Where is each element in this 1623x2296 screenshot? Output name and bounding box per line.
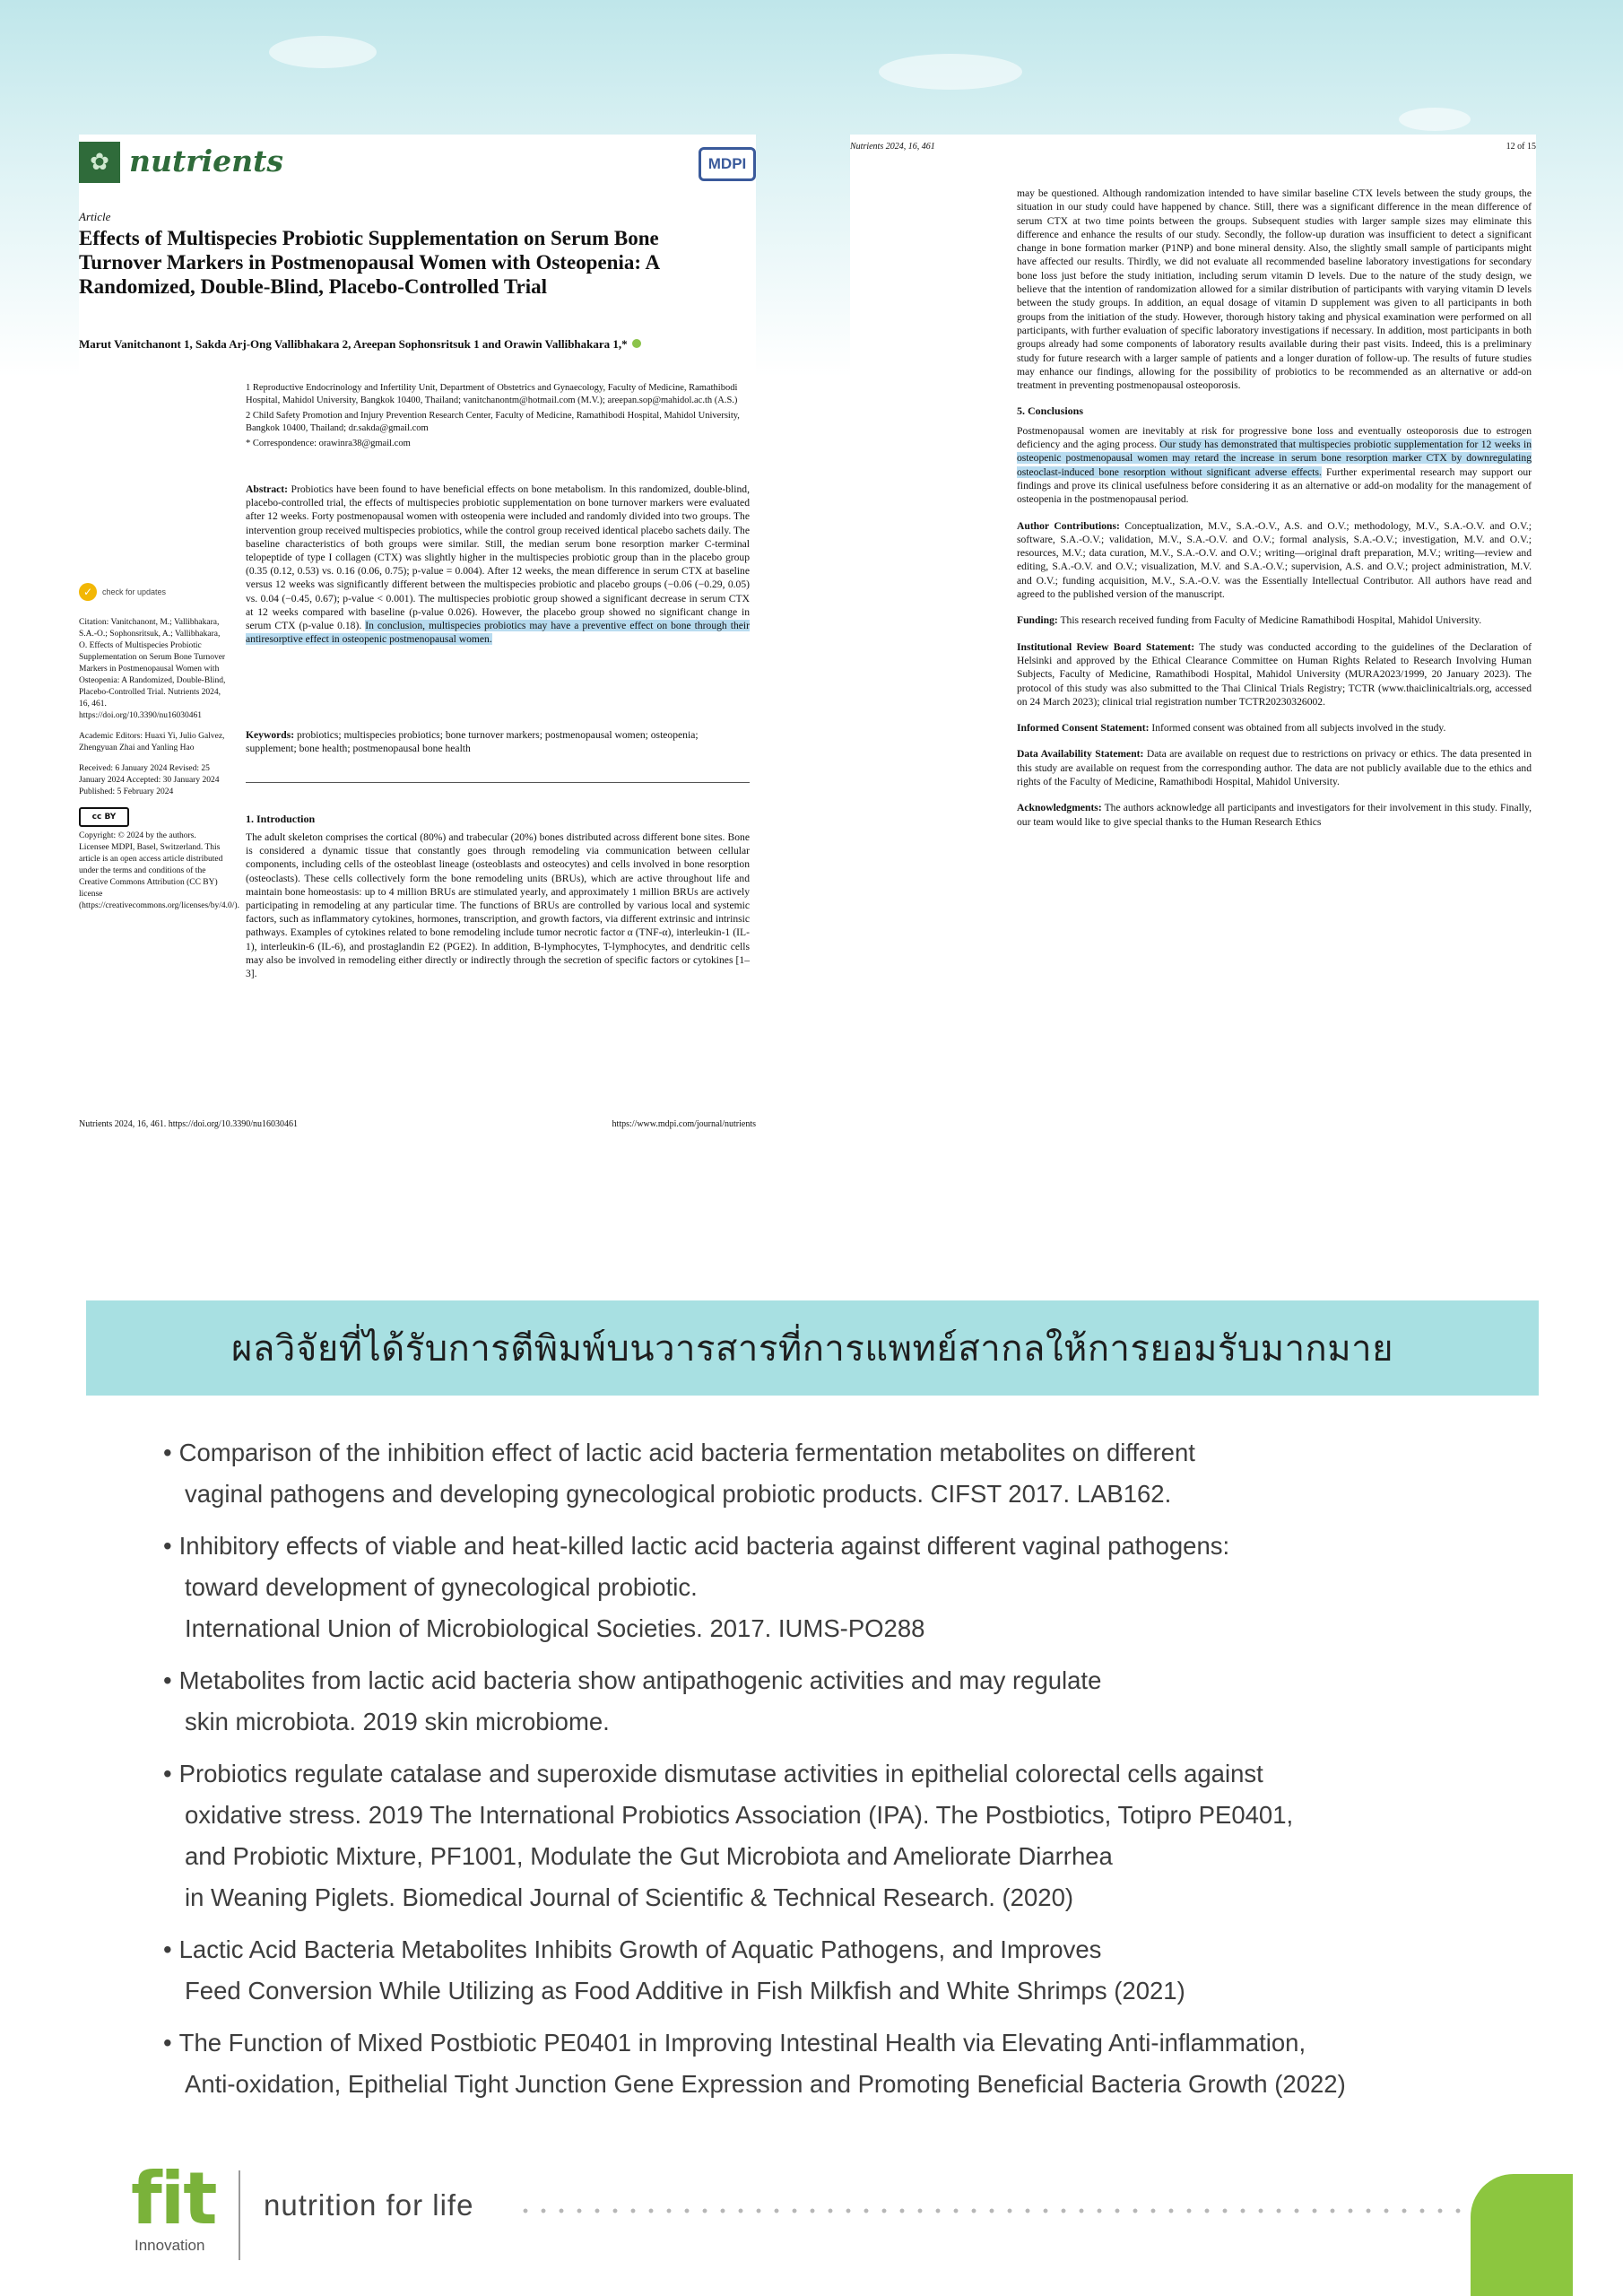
author-contributions [1017,519,1532,602]
acknowledgments [1017,801,1532,829]
abstract-text: Probiotics have been found to have beneficial effects on bone metabolism. In this randomized, double-blind, placebo-controlled trial, the effects of multispecies probiotic supplementation on bone turnover markers were evaluated after 12 weeks. Forty postmenopausal women with osteopenia were included and randomly divided into two groups. The intervention group received multispecies probiotics, while the control group received identical placebo sachets daily. The baseline characteristics of both groups were similar. Still, the median serum bone resorption marker C-terminal telopeptide of type I collagen (CTX) was slightly higher in the multispecies probiotic group than in the placebo group (0.35 (0.12, 0.53) vs. 0.16 (0.06, 0.75); p-value = 0.004). After 12 weeks, the mean difference in serum CTX at baseline versus 12 weeks was significantly different between the multispecies probiotic and placebo groups (−0.06 (−0.29, 0.05) vs. 0.04 (−0.45, 0.67); p-value < 0.001). The multispecies probiotic group showed a significant decrease in serum CTX at 12 weeks compared with baseline (p-value 0.026). However, the placebo group showed no significant change in serum CTX (p-value 0.18). [246,483,750,632]
introduction-text: The adult skeleton comprises the cortical (80%) and trabecular (20%) bones distributed across different bone sites. Bone is considered a dynamic tissue that constantly goes through remodeling via communication between cellular components, including cells of the osteoblast lineage (osteoblasts and osteocytes) and cells involved in bone resorption (osteoclasts). These cells collectively form the bone remodeling units (BRUs), which are active throughout life and maintain bone homeostasis: up to 4 million BRUs are stimulated yearly, and approximately 1 million BRUs are actively participating in remodeling at any particular time. The functions of BRUs are controlled by various local and systemic factors, such as inflammatory cytokines, hormones, transcription, and growth factors, via different extrinsic and intrinsic pathways. Examples of cytokines related to bone remodeling include tumor necrotic factor α (TNF-α), interleukin-1 (IL-1), interleukin-6 (IL-6), and prostaglandin E2 (PGE2). In addition, B-lymphocytes, T-lymphocytes, and dendritic cells may also be involved in remodeling either directly or indirectly through the secretion of specific factors or cytokines [1–3]. [246,831,750,980]
green-corner-shape [1471,2174,1573,2296]
list-item [163,1526,1472,1649]
brand-divider [239,2170,240,2260]
journal-logo-icon: ✿ [79,142,120,183]
abstract-highlight: In conclusion, multispecies probiotics may have a preventive effect on bone through their antiresorptive effect in osteopenic postmenopausal women. [246,620,750,646]
article-sidebar [79,583,239,921]
affiliation-item: 1 Reproductive Endocrinology and Infertility Unit, Department of Obstetrics and Gynaecology, Faculty of Medicine, Ramathibodi Hospital, Mahidol University, Bangkok 10400, Thailand; vanitchanontm@hotmail.com (M.V.); areepan.sop@mahidol.ac.th (A.S.) [246,383,738,405]
abstract-label: Abstract: [246,483,289,495]
running-head: Nutrients 2024, 16, 461 [850,142,935,152]
footer-url: https://www.mdpi.com/journal/nutrients [612,1119,756,1129]
orcid-icon [632,339,641,348]
ack-label: Acknowledgments: [1017,802,1102,814]
publication-line: Anti-oxidation, Epithelial Tight Junction Gene Expression and Promoting Beneficial Bacteria Growth (2022) [185,2070,1346,2098]
contrib-label: Author Contributions: [1017,519,1120,532]
conclusions-highlight: Our study has demonstrated that multispecies probiotic supplementation for 12 weeks in osteopenic postmenopausal women may retard the increase in serum bone resorption marker CTX by downregulating osteoclast-induced bone resorption without significant adverse effects. [1017,439,1532,478]
footer-doi: Nutrients 2024, 16, 461. https://doi.org/10.3390/nu16030461 [79,1119,298,1129]
citation-text: Citation: Vanitchanont, M.; Vallibhakara, S.A.-O.; Sophonsritsuk, A.; Vallibhakara, O. Effects of Multispecies Probiotic Supplementation on Serum Bone Turnover Markers in Postmenopausal Women with Osteopenia: A Randomized, Double-Blind, Placebo-Controlled Trial. Nutrients 2024, 16, 461. https://doi.org/10.3390/nu16030461 [79,618,226,720]
publication-line: • The Function of Mixed Postbiotic PE0401 in Improving Intestinal Health via Elevating Anti-inflammation, [163,2022,1472,2064]
author-names: Marut Vanitchanont 1, Sakda Arj-Ong Vallibhakara 2, Areepan Sophonsritsuk 1 and Orawin Vallibhakara 1,* [79,337,628,351]
keywords-text: probiotics; multispecies probiotics; bone turnover markers; postmenopausal women; osteopenia; supplement; bone health; postmenopausal bone health [246,729,699,755]
publication-line: International Union of Microbiological Societies. 2017. IUMS-PO288 [185,1614,925,1642]
abstract [246,483,750,646]
dotted-line [516,2208,1485,2213]
introduction-heading: 1. Introduction [246,813,316,825]
funding-text: This research received funding from Faculty of Medicine Ramathibodi Hospital, Mahidol University. [1057,614,1482,627]
copyright-text: Copyright: © 2024 by the authors. Licensee MDPI, Basel, Switzerland. This article is an open access article distributed under the terms and conditions of the Creative Commons Attribution (CC BY) license (https://creativecommons.org/licenses/by/4.0/). [79,831,239,910]
article-title: Effects of Multispecies Probiotic Supplementation on Serum Bone Turnover Markers in Postmenopausal Women with Osteopenia: A Randomized, Double-Blind, Placebo-Controlled Trial [79,227,659,298]
paper-body [1017,187,1532,841]
contrib-text: Conceptualization, M.V., S.A.-O.V., A.S. and O.V.; methodology, M.V., S.A.-O.V. and O.V.; software, S.A.-O.V.; validation, M.V., S.A.-O.V. and O.V.; formal analysis, S.A.-O.V.; investigation, M.V. and O.V.; resources, M.V.; data curation, M.V., S.A.-O.V. and O.V.; writing—original draft preparation, M.V.; writing—review and editing, S.A.-O.V. and O.V.; visualization, M.V. and S.A.-O.V.; supervision, A.S. and O.V.; project administration, M.V. and O.V.; funding acquisition, M.V., S.A.-O.V. was the Essentially Intellectual Contributor. All authors have read and agreed to the published version of the manuscript. [1017,519,1532,601]
check-updates-icon: ✓ [79,583,97,601]
limitations-paragraph: may be questioned. Although randomization intended to have similar baseline CTX levels between the study groups, the situation in our study could have happened by chance. Still, there was a significant difference in the mean difference of serum CTX at two time points between the groups. Subsequent studies with larger sample sizes may eliminate this difference and enhance the results of our study. Secondly, the follow-up duration was insufficient to detect a significant change in bone formation marker (P1NP) and bone mineral density. Also, the slightly small sample of participants might have affected our results. Thirdly, we did not evaluate all recommended baseline laboratory investigations for secondary bone loss just before the study initiation, including serum vitamin D levels. Due to the nature of the study design, we believe that the intention of randomization allowed for a similar distribution of participants with varying vitamin D levels between the study groups. In addition, an equal dosage of vitamin D supplement was given to all participants in both groups from the initiation of the study. However, thorough history taking and physical examination were performed on all participants, with further evaluation of specific laboratory investigations if necessary. In addition, most participants in both groups already had some components of laboratory results available during their past visits. Indeed, this is a preliminary study for future research with a larger sample of patients and a longer duration of follow-up. The results of future studies may enhance our findings, allowing for the possibility of probiotics to be recommended as an alternative or add-on treatment in preventing postmenopausal osteoporosis. [1017,187,1532,392]
page-number: 12 of 15 [1506,142,1536,152]
conclusions-heading: 5. Conclusions [1017,404,1084,418]
conclusions-outro: Further experimental research may support our findings and prove its clinical usefulness before considering it as an alternative or add-on modality for the management of osteopenia in the postmenopausal period. [1017,465,1532,506]
check-updates-label: check for updates [102,587,167,596]
brand-tagline: nutrition for life [264,2188,474,2222]
publication-line: • Inhibitory effects of viable and heat-killed lactic acid bacteria against different vaginal pathogens: [163,1526,1472,1567]
publisher-logo: MDPI [699,147,756,181]
journal-name: nutrients [129,144,283,178]
paper-conclusion-page [850,135,1536,1103]
affiliation-item: 2 Child Safety Promotion and Injury Prevention Research Center, Faculty of Medicine, Ramathibodi Hospital, Mahidol University, Bangkok 10400, Thailand; dr.sakda@gmail.com [246,411,740,433]
keywords [246,728,750,755]
brand-footer [131,2157,1566,2269]
fit-logo-subtitle: Innovation [135,2237,205,2254]
list-item [163,1432,1472,1515]
page-footer [79,1119,756,1129]
conclusions-intro: Postmenopausal women are inevitably at risk for progressive bone loss and eventually osteoporosis due to estrogen deficiency and the aging process. [1017,424,1532,451]
check-updates-badge [79,583,227,601]
publication-line: skin microbiota. 2019 skin microbiome. [185,1708,610,1735]
funding-label: Funding: [1017,614,1058,627]
data-availability [1017,747,1532,788]
paper-first-page [79,135,756,1144]
publication-line: • Metabolites from lactic acid bacteria show antipathogenic activities and may regulate [163,1660,1472,1701]
author-list [79,337,751,352]
affiliations [246,382,748,453]
irb-text: The study was conducted according to the guidelines of the Declaration of Helsinki and approved by the Ethical Clearance Committee on Human Rights Related to Research Involving Human Subjects, Faculty of Medicine, Ramathibodi Hospital, Mahidol University (MURA2023/1999, 20 January 2023). The protocol of this study was also submitted to the Thai Clinical Trials Registry; TCTR (www.thaiclinicaltrials.org, accessed on 24 March 2023); clinical trial registration number TCTR20230326002. [1017,640,1532,708]
decorative-bubble [1399,108,1471,131]
banner-title: ผลวิจัยที่ได้รับการตีพิมพ์บนวารสารที่การแพทย์สากลให้การยอมรับมากมาย [230,1328,1394,1370]
publication-line: oxidative stress. 2019 The International Probiotics Association (IPA). The Postbiotics, Totipro PE0401, [185,1801,1294,1829]
article-type: Article [79,210,111,223]
publication-line: toward development of gynecological probiotic. [185,1573,698,1601]
irb-statement [1017,640,1532,709]
publication-line: • Probiotics regulate catalase and superoxide dismutase activities in epithelial colorectal cells against [163,1753,1472,1795]
section-divider [246,782,750,783]
publication-line: and Probiotic Mixture, PF1001, Modulate the Gut Microbiota and Ameliorate Diarrhea [185,1842,1113,1870]
list-item [163,1753,1472,1918]
fit-logo: fit [131,2157,216,2240]
publication-line: • Lactic Acid Bacteria Metabolites Inhibits Growth of Aquatic Pathogens, and Improves [163,1929,1472,1970]
publication-list [163,1432,1472,2116]
publication-line: • Comparison of the inhibition effect of lactic acid bacteria fermentation metabolites on different [163,1432,1472,1474]
article-dates: Received: 6 January 2024 Revised: 25 January 2024 Accepted: 30 January 2024 Published: 5 February 2024 [79,764,220,796]
list-item [163,1660,1472,1743]
publication-line: in Weaning Piglets. Biomedical Journal of Scientific & Technical Research. (2020) [185,1883,1074,1911]
affiliation-item: * Correspondence: orawinra38@gmail.com [246,439,411,448]
data-label: Data Availability Statement: [1017,748,1144,761]
list-item [163,1929,1472,2012]
journal-header [79,135,756,185]
keywords-label: Keywords: [246,729,295,741]
publication-line: vaginal pathogens and developing gynecological probiotic products. CIFST 2017. LAB162. [185,1480,1172,1508]
ack-text: The authors acknowledge all participants and investigators for their involvement in this study. Finally, our team would like to give special thanks to the Human Research Ethics [1017,802,1532,828]
consent-label: Informed Consent Statement: [1017,722,1150,735]
conclusions-paragraph [1017,424,1532,507]
research-banner [86,1300,1539,1396]
list-item [163,2022,1472,2105]
cc-license-badge: cc BY [79,807,129,827]
irb-label: Institutional Review Board Statement: [1017,640,1195,653]
data-text: Data are available on request due to restrictions on privacy or ethics. The data presented in this study are available on request from the corresponding author. The data are not publicly available due to the ethics and rights of the Faculty of Medicine, Ramathibodi Hospital, Mahidol University. [1017,748,1532,787]
decorative-bubble [269,36,377,68]
consent-text: Informed consent was obtained from all subjects involved in the study. [1149,722,1446,735]
funding-statement [1017,613,1532,627]
consent-statement [1017,721,1532,735]
running-header [850,142,1536,152]
academic-editors: Academic Editors: Huaxi Yi, Julio Galvez, Zhengyuan Zhai and Yanling Hao [79,732,225,752]
publication-line: Feed Conversion While Utilizing as Food Additive in Fish Milkfish and White Shrimps (2021) [185,1977,1185,2005]
decorative-bubble [879,54,1022,90]
